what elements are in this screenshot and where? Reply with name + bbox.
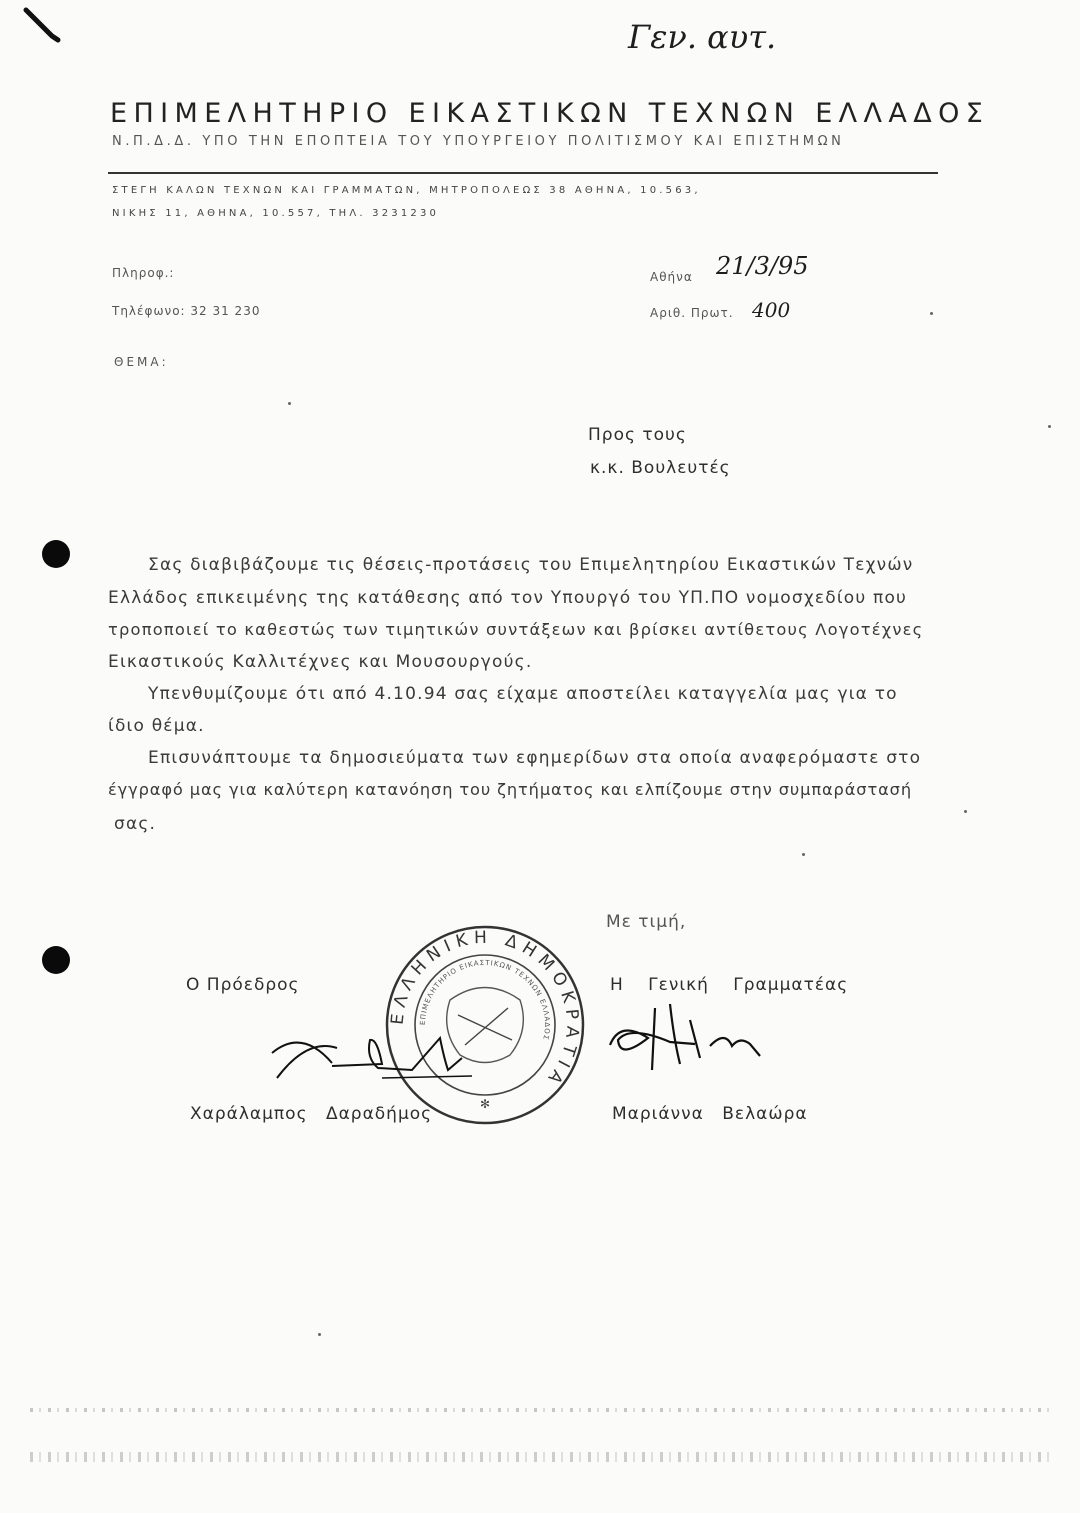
date-handwritten: 21/3/95 xyxy=(716,252,809,280)
binder-hole-bottom xyxy=(42,946,70,974)
secretary-name: Μαριάννα Βελαώρα xyxy=(612,1104,808,1124)
body-p3-line-1: Επισυνάπτουμε τα δημοσιεύματα των εφημερίδων στα οποία αναφερόμαστε στο xyxy=(148,748,922,768)
closing-greeting: Με τιμή, xyxy=(606,912,687,932)
binder-hole-top xyxy=(42,540,70,568)
scan-speck xyxy=(930,312,933,315)
secretary-title: Η Γενική Γραμματέας xyxy=(610,975,849,995)
svg-text:✻: ✻ xyxy=(480,1097,491,1111)
president-title: Ο Πρόεδρος xyxy=(186,975,300,995)
city-label: Αθήνα xyxy=(650,270,693,284)
recipient-line-1: Προς τους xyxy=(588,425,687,445)
scan-speck xyxy=(964,810,967,813)
scan-speck xyxy=(288,402,291,405)
info-label: Πληροφ.: xyxy=(112,266,175,280)
address-line-2: ΝΙΚΗΣ 11, ΑΘΗΝΑ, 10.557, ΤΗΛ. 3231230 xyxy=(112,208,440,219)
org-name: ΕΠΙΜΕΛΗΤΗΡΙΟ ΕΙΚΑΣΤΙΚΩΝ ΤΕΧΝΩΝ ΕΛΛΑΔΟΣ xyxy=(110,98,990,129)
org-subtitle: Ν.Π.Δ.Δ. ΥΠΟ ΤΗΝ ΕΠΟΠΤΕΙΑ ΤΟΥ ΥΠΟΥΡΓΕΙΟΥ ΠΟΛΙΤΙΣΜΟΥ ΚΑΙ ΕΠΙΣΤΗΜΩΝ xyxy=(112,134,845,149)
protocol-label: Αριθ. Πρωτ. xyxy=(650,306,734,320)
body-p3-line-2: έγγραφό μας για καλύτερη κατανόηση του ζητήματος και ελπίζουμε στην συμπαράστασή xyxy=(108,780,912,799)
body-p2-line-1: Υπενθυμίζουμε ότι από 4.10.94 σας είχαμε αποστείλει καταγγελία μας για το xyxy=(148,684,898,704)
scan-mark xyxy=(22,6,62,46)
body-p1-line-4: Εικαστικούς Καλλιτέχνες και Μουσουργούς. xyxy=(108,652,533,672)
scan-speck xyxy=(1048,425,1051,428)
recipient-line-2: κ.κ. Βουλευτές xyxy=(590,458,731,478)
president-signature xyxy=(262,1018,522,1108)
subject-label: ΘΕΜΑ: xyxy=(114,355,169,369)
body-p2-line-2: ίδιο θέμα. xyxy=(108,716,205,736)
seal-inner-text: ΕΠΙΜΕΛΗΤΗΡΙΟ ΕΙΚΑΣΤΙΚΩΝ ΤΕΧΝΩΝ ΕΛΛΑΔΟΣ xyxy=(418,958,552,1042)
scan-noise-band xyxy=(30,1408,1050,1412)
secretary-signature xyxy=(600,1000,790,1090)
handwritten-annotation: Γεν. αυτ. xyxy=(628,18,777,56)
scan-noise-band xyxy=(30,1452,1050,1462)
header-rule xyxy=(108,172,938,174)
scan-speck xyxy=(802,853,805,856)
scan-speck xyxy=(318,1333,321,1336)
seal-ring-text: ΕΛΛΗΝΙΚΗ ΔΗΜΟΚΡΑΤΙΑ xyxy=(387,927,583,1092)
body-p1-line-3: τροποποιεί το καθεστώς των τιμητικών συντάξεων και βρίσκει αντίθετους Λογοτέχνες xyxy=(108,620,924,639)
body-p3-line-3: σας. xyxy=(114,814,157,834)
address-line-1: ΣΤΕΓΗ ΚΑΛΩΝ ΤΕΧΝΩΝ ΚΑΙ ΓΡΑΜΜΑΤΩΝ, ΜΗΤΡΟΠΟΛΕΩΣ 38 ΑΘΗΝΑ, 10.563, xyxy=(112,185,701,196)
protocol-number: 400 xyxy=(752,298,791,322)
phone: Τηλέφωνο: 32 31 230 xyxy=(112,304,261,318)
body-p1-line-1: Σας διαβιβάζουμε τις θέσεις-προτάσεις του Επιμελητηρίου Εικαστικών Τεχνών xyxy=(148,555,914,575)
body-p1-line-2: Ελλάδος επικειμένης της κατάθεσης από τον Υπουργό του ΥΠ.ΠΟ νομοσχεδίου που xyxy=(108,588,908,608)
president-name: Χαράλαμπος Δαραδήμος xyxy=(190,1104,433,1124)
